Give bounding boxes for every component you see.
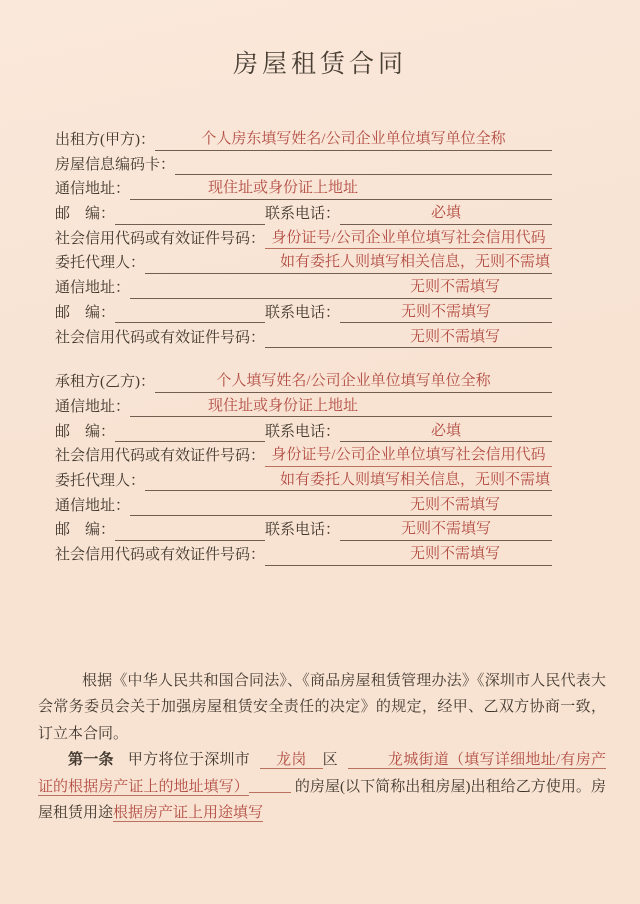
lessee-agent-credit-field <box>265 545 552 566</box>
lessor-agent-phone-field <box>340 303 552 324</box>
clause-1-paragraph <box>38 747 606 827</box>
phone-required-hint: 必填 <box>431 205 462 222</box>
phone-required-hint: 必填 <box>431 422 462 439</box>
agent-hint: 如有委托人则填写相关信息，无则不需填 <box>279 254 550 271</box>
lessee-heading-label: 承租方(乙方)： <box>55 374 155 391</box>
lessor-name-field <box>155 130 552 151</box>
credit-hint: 身份证号/公司企业单位填写社会信用代码 <box>271 229 546 246</box>
clause-mid-text: 区 <box>322 752 338 769</box>
code-card-label: 房屋信息编码卡： <box>55 156 176 173</box>
lessee-section <box>55 372 552 570</box>
lessee-contact-row <box>55 397 552 422</box>
party-forms <box>55 130 552 570</box>
contact-label: 通信地址： <box>55 497 131 514</box>
contract-title: 房屋租赁合同 <box>232 51 407 78</box>
lessor-agent-contact-row <box>55 278 552 303</box>
lessor-agent-credit-field <box>265 328 552 349</box>
lessee-name-hint: 个人填写姓名/公司企业单位填写单位全称 <box>216 373 491 390</box>
lessee-agent-zip-phone-row <box>55 520 552 545</box>
lessor-zip-phone-row <box>55 204 552 229</box>
lessor-heading-label: 出租方(甲方)： <box>55 132 155 148</box>
contact-label: 通信地址： <box>55 181 131 198</box>
district-fill-hint: 龙岗 <box>260 752 323 769</box>
agent-label: 委托代理人： <box>55 255 146 272</box>
lessee-credit-row <box>55 446 552 471</box>
preamble-paragraph: 根据《中华人民共和国合同法》、《商品房屋租赁管理办法》《深圳市人民代表大会常务委员会关于加强房屋租赁安全责任的决定》的规定，经甲、乙双方协商一致，订立本合同。 <box>38 672 606 742</box>
zip-label: 邮 编： <box>55 304 116 321</box>
street-fill-hint: 龙城街道（填写详细地址/有房产证的根据房产证上的地址填写） <box>38 752 606 795</box>
code-card-field <box>175 155 552 176</box>
lessor-code-card-row <box>55 155 552 180</box>
optional-hint: 无则不需填写 <box>409 279 500 296</box>
lessor-phone-field <box>340 204 552 225</box>
lessor-agent-zip-phone-row <box>55 303 552 328</box>
contact-hint: 现住址或身份证上地址 <box>208 180 359 197</box>
lessor-name-hint: 个人房东填写姓名/公司企业单位填写单位全称 <box>201 131 506 147</box>
lessee-agent-zip-field <box>115 520 265 541</box>
phone-label: 联系电话： <box>265 206 341 223</box>
lessee-name-row <box>55 372 552 397</box>
credit-label: 社会信用代码或有效证件号码： <box>55 448 266 465</box>
lessor-contact-row <box>55 179 552 204</box>
contact-hint: 现住址或身份证上地址 <box>208 397 359 414</box>
agent-label: 委托代理人： <box>55 472 146 489</box>
optional-hint: 无则不需填写 <box>409 328 500 345</box>
clause-lead-text: 甲方将位于深圳市 <box>127 752 251 769</box>
lessee-agent-contact-row <box>55 496 552 521</box>
lessor-zip-field <box>115 204 265 225</box>
lessee-agent-contact-field <box>130 496 552 517</box>
phone-label: 联系电话： <box>265 423 341 440</box>
lessee-agent-field <box>145 471 552 492</box>
lessor-credit-field <box>265 229 552 250</box>
lessee-phone-field <box>340 422 552 443</box>
optional-hint: 无则不需填写 <box>401 303 492 320</box>
lessor-name-row <box>55 130 552 155</box>
address-blank-line <box>249 776 291 793</box>
clause-number: 第一条 <box>68 752 114 769</box>
lessor-agent-credit-row <box>55 328 552 353</box>
credit-label: 社会信用代码或有效证件号码： <box>55 547 266 563</box>
lessee-agent-credit-row <box>55 545 552 570</box>
contract-body <box>38 668 606 827</box>
zip-label: 邮 编： <box>55 206 116 223</box>
lessee-credit-field <box>265 446 552 467</box>
contact-label: 通信地址： <box>55 280 131 297</box>
usage-fill-hint: 根据房产证上用途填写 <box>113 805 264 822</box>
credit-label: 社会信用代码或有效证件号码： <box>55 230 266 247</box>
clause-tail-text: 的房屋(以下简称出租房屋)出租给乙方使用。房屋租赁用途 <box>38 778 606 822</box>
lessee-contact-field <box>130 397 552 418</box>
lessor-section <box>55 130 552 352</box>
lessor-agent-zip-field <box>115 303 265 324</box>
optional-hint: 无则不需填写 <box>409 496 500 513</box>
phone-label: 联系电话： <box>265 522 341 539</box>
optional-hint: 无则不需填写 <box>409 546 500 562</box>
lessor-agent-field <box>145 253 552 274</box>
lessee-zip-field <box>115 422 265 443</box>
contact-label: 通信地址： <box>55 398 131 415</box>
lessor-agent-row <box>55 253 552 278</box>
agent-hint: 如有委托人则填写相关信息，无则不需填 <box>279 471 550 488</box>
lessee-name-field <box>155 372 552 393</box>
lessee-agent-row <box>55 471 552 496</box>
credit-hint: 身份证号/公司企业单位填写社会信用代码 <box>271 447 546 464</box>
lessee-zip-phone-row <box>55 422 552 447</box>
lessee-agent-phone-field <box>340 520 552 541</box>
optional-hint: 无则不需填写 <box>401 521 492 538</box>
zip-label: 邮 编： <box>55 423 116 440</box>
lessor-contact-field <box>130 179 552 200</box>
zip-label: 邮 编： <box>55 522 116 539</box>
credit-label: 社会信用代码或有效证件号码： <box>55 329 266 346</box>
lessor-credit-row <box>55 229 552 254</box>
lessor-agent-contact-field <box>130 278 552 299</box>
phone-label: 联系电话： <box>265 304 341 321</box>
